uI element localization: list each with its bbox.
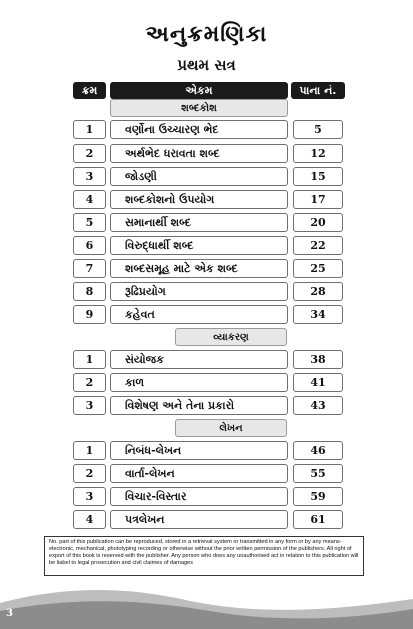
row-title: કહેવત — [110, 305, 288, 324]
row-page: 28 — [293, 282, 343, 301]
row-title: વાર્તા-લેખન — [110, 464, 288, 483]
row-page: 20 — [293, 213, 343, 232]
row-title: કાળ — [110, 373, 288, 392]
row-page: 12 — [293, 144, 343, 163]
row-title: સમાનાર્થી શબ્દ — [110, 213, 288, 232]
row-page: 38 — [293, 350, 343, 369]
row-title: નિબંધ-લેખન — [110, 441, 288, 460]
page-title: અનુક્રમણિકા — [145, 22, 268, 47]
header-serial: ક્રમ — [73, 82, 106, 99]
row-page: 43 — [293, 396, 343, 415]
row-page: 59 — [293, 487, 343, 506]
row-number: 2 — [73, 144, 106, 163]
row-page: 55 — [293, 464, 343, 483]
row-number: 1 — [73, 350, 106, 369]
row-number: 8 — [73, 282, 106, 301]
row-page: 22 — [293, 236, 343, 255]
row-number: 1 — [73, 120, 106, 139]
row-page: 5 — [293, 120, 343, 139]
row-page: 17 — [293, 190, 343, 209]
row-title: જોડણી — [110, 167, 288, 186]
row-number: 3 — [73, 396, 106, 415]
row-title: સંયોજક — [110, 350, 288, 369]
section-heading: શબ્દકોશ — [110, 99, 288, 117]
row-number: 3 — [73, 487, 106, 506]
row-page: 34 — [293, 305, 343, 324]
row-page: 41 — [293, 373, 343, 392]
header-unit: એકમ — [110, 82, 288, 99]
row-page: 25 — [293, 259, 343, 278]
row-title: વિચાર-વિસ્તાર — [110, 487, 288, 506]
row-title: વિરુદ્ધાર્થી શબ્દ — [110, 236, 288, 255]
row-title: રૂઢિપ્રયોગ — [110, 282, 288, 301]
row-number: 5 — [73, 213, 106, 232]
row-number: 2 — [73, 464, 106, 483]
header-page: પાના નં. — [291, 82, 345, 99]
row-title: અર્થભેદ ધરાવતા શબ્દ — [110, 144, 288, 163]
footer-wave — [0, 585, 413, 629]
section-heading: વ્યાકરણ — [175, 328, 287, 346]
row-title: વર્ણોના ઉચ્ચારણ ભેદ — [110, 120, 288, 139]
row-title: શબ્દકોશનો ઉપયોગ — [110, 190, 288, 209]
row-title: પત્રલેખન — [110, 510, 288, 529]
row-title: વિશેષણ અને તેના પ્રકારો — [110, 396, 288, 415]
row-page: 15 — [293, 167, 343, 186]
row-number: 7 — [73, 259, 106, 278]
row-number: 6 — [73, 236, 106, 255]
section-heading: લેખન — [175, 419, 287, 437]
row-number: 4 — [73, 510, 106, 529]
row-number: 1 — [73, 441, 106, 460]
row-number: 4 — [73, 190, 106, 209]
row-title: શબ્દસમૂહ માટે એક શબ્દ — [110, 259, 288, 278]
row-number: 2 — [73, 373, 106, 392]
page-number: 3 — [6, 608, 13, 619]
row-number: 9 — [73, 305, 106, 324]
row-page: 61 — [293, 510, 343, 529]
page-subtitle: પ્રથમ સત્ર — [177, 56, 236, 74]
row-page: 46 — [293, 441, 343, 460]
row-number: 3 — [73, 167, 106, 186]
copyright-notice: No. part of this publication can be reproduced, stored in a retrieval system or transmitted in any form or by any means-electronic, mechanical, phototyping recording or otherwise without the prior written permission of the publishers. All right of export of this book is reserved with the publisher. Any person who does any unauthorised act in relation to this publication will be liabel to legal prosecution and civil claimes of damages — [44, 536, 364, 576]
